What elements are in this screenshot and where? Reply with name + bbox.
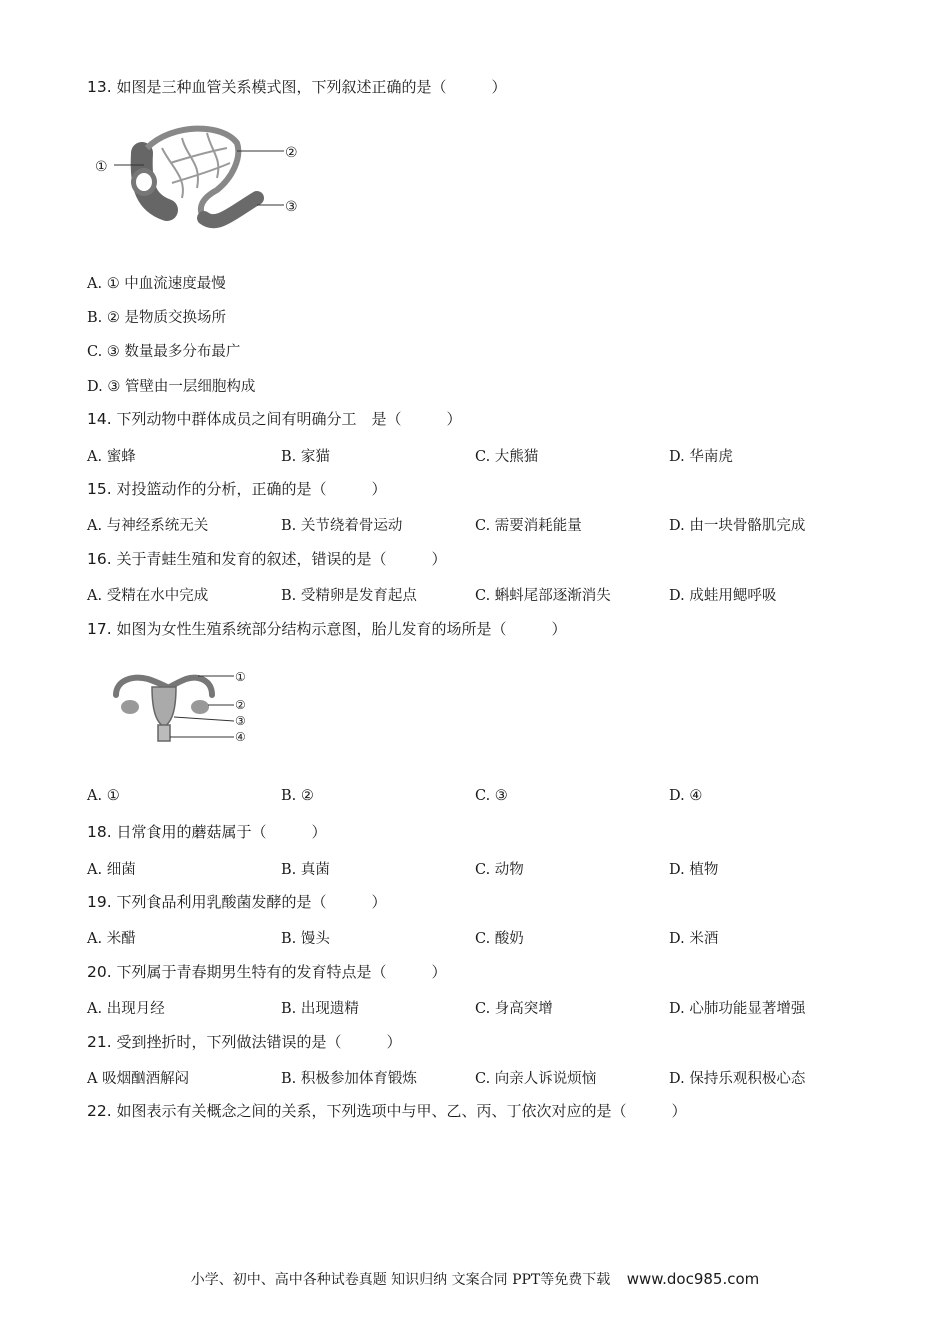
question-20 <box>87 961 446 982</box>
question-17 <box>87 618 566 639</box>
female-reproductive-diagram <box>108 665 256 747</box>
option-20d[interactable]: D. 心肺功能显著增强 <box>669 1001 806 1017</box>
option-17b[interactable]: B. ② <box>281 788 314 804</box>
question-text: 受到挫折时，下列做法错误的是（ ） <box>116 1033 402 1051</box>
question-text: 如图为女性生殖系统部分结构示意图，胎儿发育的场所是（ ） <box>116 620 567 638</box>
option-18c[interactable]: C. 动物 <box>475 862 524 878</box>
option-21b[interactable]: B. 积极参加体育锻炼 <box>281 1071 417 1087</box>
option-20a[interactable]: A. 出现月经 <box>87 1001 165 1017</box>
option-20c[interactable]: C. 身高突增 <box>475 1001 553 1017</box>
option-14d[interactable]: D. 华南虎 <box>669 449 733 465</box>
label-4: ④ <box>235 730 246 744</box>
option-18a[interactable]: A. 细菌 <box>87 862 136 878</box>
vagina <box>158 725 170 741</box>
option-15d[interactable]: D. 由一块骨骼肌完成 <box>669 518 806 534</box>
question-number: 14. <box>87 410 112 428</box>
question-text: 日常食用的蘑菇属于（ ） <box>116 823 327 841</box>
question-18 <box>87 821 326 842</box>
option-14b[interactable]: B. 家猫 <box>281 449 330 465</box>
question-number: 17. <box>87 620 112 638</box>
ovary-left <box>121 700 139 714</box>
option-15b[interactable]: B. 关节绕着骨运动 <box>281 518 403 534</box>
option-17c[interactable]: C. ③ <box>475 788 508 804</box>
question-14 <box>87 408 461 429</box>
page-footer <box>0 1269 950 1289</box>
option-15a[interactable]: A. 与神经系统无关 <box>87 518 209 534</box>
option-14c[interactable]: C. 大熊猫 <box>475 449 539 465</box>
question-text: 关于青蛙生殖和发育的叙述，错误的是（ ） <box>116 550 447 568</box>
question-22 <box>87 1100 686 1121</box>
uterus <box>152 687 176 727</box>
option-17a[interactable]: A. ① <box>87 788 120 804</box>
label-1: ① <box>235 670 246 684</box>
footer-text: 小学、初中、高中各种试卷真题 知识归纳 文案合同 PPT等免费下载 <box>190 1272 611 1288</box>
option-14a[interactable]: A. 蜜蜂 <box>87 449 136 465</box>
option-19a[interactable]: A. 米醋 <box>87 931 136 947</box>
option-21a[interactable]: A 吸烟酗酒解闷 <box>87 1071 190 1087</box>
option-16b[interactable]: B. 受精卵是发育起点 <box>281 588 417 604</box>
option-13d[interactable]: D. ③ 管壁由一层细胞构成 <box>87 379 256 395</box>
option-20b[interactable]: B. 出现遗精 <box>281 1001 359 1017</box>
option-21c[interactable]: C. 向亲人诉说烦恼 <box>475 1071 597 1087</box>
question-13 <box>87 76 506 97</box>
option-16a[interactable]: A. 受精在水中完成 <box>87 588 209 604</box>
option-13c[interactable]: C. ③ 数量最多分布最广 <box>87 344 241 360</box>
option-13a[interactable]: A. ① 中血流速度最慢 <box>87 276 226 292</box>
question-number: 16. <box>87 550 112 568</box>
option-18b[interactable]: B. 真菌 <box>281 862 330 878</box>
question-text: 如图是三种血管关系模式图，下列叙述正确的是（ ） <box>116 78 507 96</box>
option-16d[interactable]: D. 成蛙用鳃呼吸 <box>669 588 777 604</box>
option-18d[interactable]: D. 植物 <box>669 862 719 878</box>
label-2: ② <box>235 698 246 712</box>
option-19c[interactable]: C. 酸奶 <box>475 931 524 947</box>
option-15c[interactable]: C. 需要消耗能量 <box>475 518 582 534</box>
label-1: ① <box>95 159 108 175</box>
question-number: 19. <box>87 893 112 911</box>
question-number: 13. <box>87 78 112 96</box>
option-19d[interactable]: D. 米酒 <box>669 931 719 947</box>
question-text: 如图表示有关概念之间的关系，下列选项中与甲、乙、丙、丁依次对应的是（ ） <box>116 1102 687 1120</box>
question-text: 下列动物中群体成员之间有明确分工 是（ ） <box>116 410 462 428</box>
question-number: 22. <box>87 1102 112 1120</box>
question-number: 20. <box>87 963 112 981</box>
question-19 <box>87 891 386 912</box>
label-3: ③ <box>235 714 246 728</box>
question-number: 18. <box>87 823 112 841</box>
question-text: 对投篮动作的分析，正确的是（ ） <box>116 480 387 498</box>
option-19b[interactable]: B. 馒头 <box>281 931 330 947</box>
option-17d[interactable]: D. ④ <box>669 788 703 804</box>
label-2: ② <box>285 145 298 161</box>
option-16c[interactable]: C. 蝌蚪尾部逐渐消失 <box>475 588 611 604</box>
question-number: 21. <box>87 1033 112 1051</box>
footer-url[interactable]: www.doc985.com <box>626 1270 760 1288</box>
question-15 <box>87 478 386 499</box>
option-21d[interactable]: D. 保持乐观积极心态 <box>669 1071 806 1087</box>
question-text: 下列食品利用乳酸菌发酵的是（ ） <box>116 893 387 911</box>
question-16 <box>87 548 446 569</box>
ovary-right <box>191 700 209 714</box>
option-13b[interactable]: B. ② 是物质交换场所 <box>87 310 226 326</box>
question-21 <box>87 1031 401 1052</box>
question-text: 下列属于青春期男生特有的发育特点是（ ） <box>116 963 447 981</box>
blood-vessel-diagram <box>92 118 314 233</box>
question-number: 15. <box>87 480 112 498</box>
label-3: ③ <box>285 199 298 215</box>
